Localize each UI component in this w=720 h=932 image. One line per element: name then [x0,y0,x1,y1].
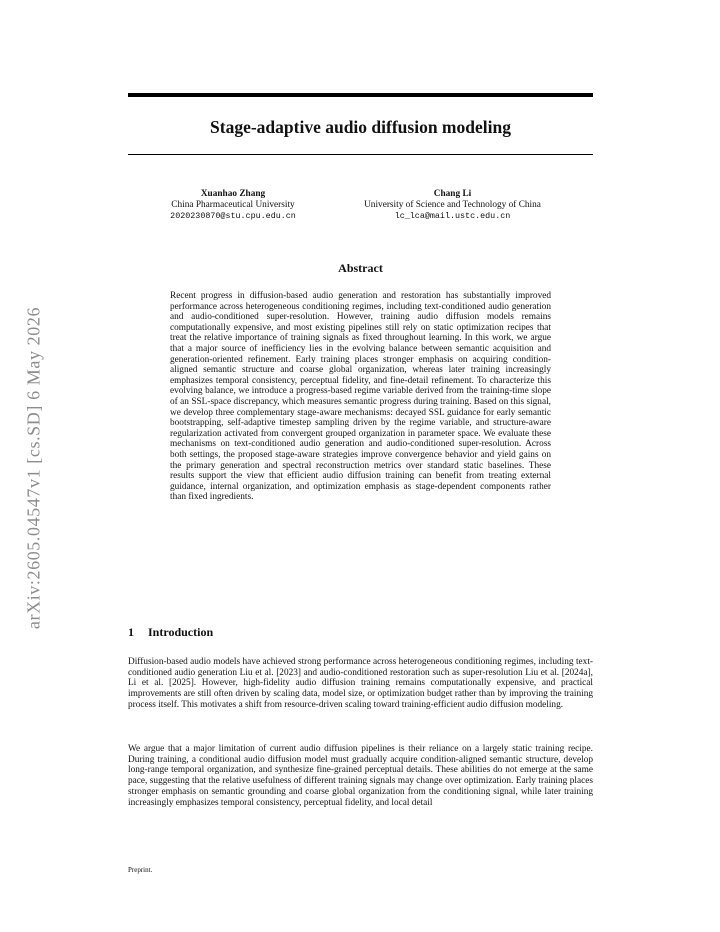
author-entry [340,189,565,222]
abstract-text: Recent progress in diffusion-based audio generation and restoration has substantially improved performance across heterogeneous conditioning regimes, including text-conditioned audio generation and audio-conditioned super-resolution. However, training audio diffusion models remains computationally expensive, and most existing pipelines still rely on static optimization recipes that treat the relative importance of training signals as fixed throughout learning. In this work, we argue that a major source of inefficiency lies in the evolving balance between semantic acquisition and generation-oriented refinement. Early training places stronger emphasis on acquiring condition-aligned semantic structure and coarse global organization, whereas later training increasingly emphasizes temporal consistency, perceptual fidelity, and fine-detail refinement. To characterize this evolving balance, we introduce a progress-based regime variable derived from the training-time slope of an SSL-space discrepancy, which measures semantic progress during training. Based on this signal, we develop three complementary stage-aware mechanisms: decayed SSL guidance for early semantic bootstrapping, self-adaptive timestep sampling driven by the regime variable, and structure-aware regularization activated from convergent grouped organization in parameter space. We evaluate these mechanisms on text-conditioned audio generation and audio-conditioned super-resolution. Across both settings, the proposed stage-aware strategies improve convergence behavior and yield gains on the primary generation and spectral reconstruction metrics over standard static baselines. These results support the view that efficient audio diffusion training can benefit from treating external guidance, internal organization, and optimization emphasis as stage-dependent components rather than fixed ingredients. [170,291,551,503]
section-heading [128,625,593,640]
paper-title: Stage-adaptive audio diffusion modeling [210,117,511,137]
author-email[interactable]: 2020230870@stu.cpu.edu.cn [170,211,296,221]
author-affiliation: University of Science and Technology of China [364,200,541,210]
title-rule-bottom [128,154,593,155]
abstract-heading: Abstract [338,261,383,275]
body-paragraph: We argue that a major limitation of current audio diffusion pipelines is their reliance on a largely static training recipe. During training, a conditional audio diffusion model must gradually acquire condition-aligned semantic structure, develop long-range temporal organization, and synthesize fine-grained perceptual details. These abilities do not emerge at the same pace, suggesting that the relative usefulness of different training signals may change over optimization. Early training places stronger emphasis on semantic grounding and coarse global organization from the conditioning signal, while later training increasingly emphasizes temporal consistency, perceptual fidelity, and local detail [128,744,593,808]
body-paragraph: Diffusion-based audio models have achieved strong performance across heterogeneous conditioning regimes, including text-conditioned audio generation Liu et al. [2023] and audio-conditioned restoration such as super-resolution Liu et al. [2024a], Li et al. [2025]. However, high-fidelity audio diffusion training remains computationally expensive, and practical improvements are still often driven by scaling data, model size, or optimization budget rather than by improving the training process itself. This motivates a shift from resource-driven scaling toward training-efficient audio diffusion modeling. [128,657,593,710]
title-rule-top [128,93,593,97]
author-affiliation: China Pharmaceutical University [171,200,295,210]
author-name: Xuanhao Zhang [200,189,266,199]
author-email[interactable]: lc_lca@mail.ustc.edu.cn [394,211,511,221]
author-name: Chang Li [433,189,472,199]
author-entry [128,189,338,222]
section-number: 1 [128,625,134,639]
arxiv-identifier: arXiv:2605.04547v1 [cs.SD] 6 May 2026 [23,306,44,630]
footer-note: Preprint. [128,866,153,874]
section-title: Introduction [148,625,214,639]
